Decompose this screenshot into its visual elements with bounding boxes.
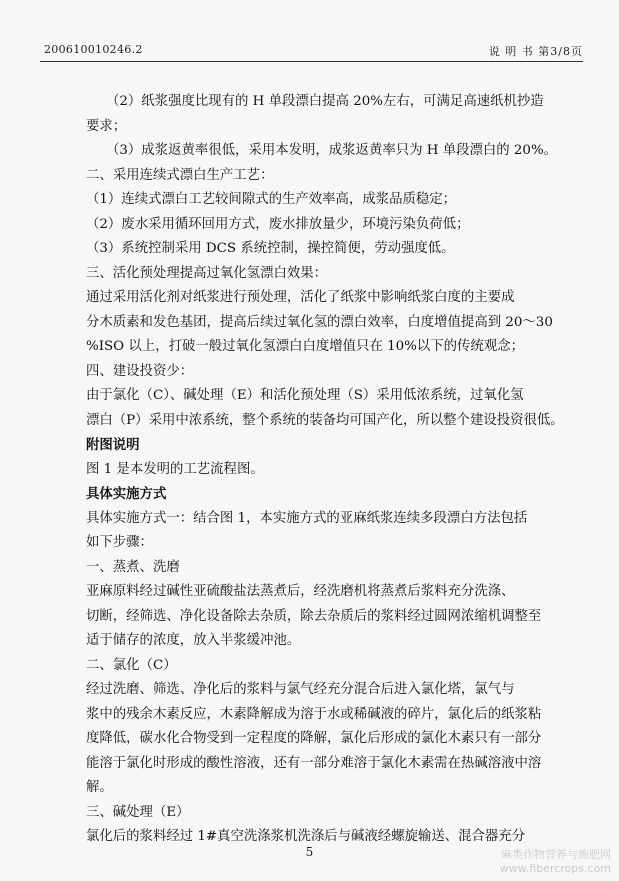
section-title: 具体实施方式 <box>86 486 167 502</box>
section-heading: 一、蒸煮、洗磨 <box>86 560 180 575</box>
section-title: 附图说明 <box>86 437 140 453</box>
page-header <box>40 40 583 58</box>
document-label: 说 明 书 第3/8页 <box>488 45 583 58</box>
text-line: （3）系统控制采用 DCS 系统控制，操控简便，劳动强度低。 <box>86 241 455 256</box>
text-line: （1）连续式漂白工艺较间隙式的生产效率高，成浆品质稳定； <box>86 192 457 207</box>
text-line: 亚麻原料经过碱性亚硫酸盐法蒸煮后，经洗磨机将蒸煮后浆料充分洗涤、 <box>86 584 515 599</box>
page-number: 5 <box>305 845 314 859</box>
text-line: 分木质素和发色基团，提高后续过氧化氢的漂白效率，白度增值提高到 20～30 <box>86 315 553 330</box>
text-line: 如下步骤： <box>86 535 153 550</box>
section-heading: 三、碱处理（E） <box>86 805 190 820</box>
text-line: 通过采用活化剂对纸浆进行预处理，活化了纸浆中影响纸浆白度的主要成 <box>86 290 515 305</box>
text-line: 能溶于氯化时形成的酸性溶液，还有一部分难溶于氯化木素需在热碱溶液中溶 <box>86 756 542 771</box>
text-line: 解。 <box>86 780 113 795</box>
text-line: 氯化后的浆料经过 1#真空洗涤浆机洗涤后与碱液经螺旋输送、混合器充分 <box>86 829 526 844</box>
text-line: 切断，经筛选、净化设备除去杂质，除去杂质后的浆料经过圆网浓缩机调整至 <box>86 609 542 624</box>
text-line: （2）废水采用循环回用方式，废水排放量少，环境污染负荷低； <box>86 217 470 232</box>
section-heading: 二、氯化（C） <box>86 658 177 673</box>
watermark-url: www.fibercrops.com <box>499 862 611 875</box>
section-heading: 二、采用连续式漂白生产工艺： <box>86 168 274 183</box>
text-line: 要求； <box>86 119 127 134</box>
text-line: 具体实施方式一：结合图 1，本实施方式的亚麻纸浆连续多段漂白方法包括 <box>86 511 528 526</box>
text-line: 浆中的残余木素反应，木素降解成为溶于水或稀碱液的碎片，氯化后的纸浆粘 <box>86 707 542 722</box>
section-heading: 三、活化预处理提高过氧化氢漂白效果： <box>86 266 328 281</box>
text-line: 漂白（P）采用中浓系统，整个系统的装备均可国产化，所以整个建设投资很低。 <box>86 413 564 428</box>
document-number: 200610010246.2 <box>44 43 143 56</box>
text-line: 图 1 是本发明的工艺流程图。 <box>86 462 264 477</box>
text-line: 适于储存的浓度，放入半浆缓冲池。 <box>86 633 301 648</box>
text-line: %ISO 以上，打破一般过氧化氢漂白白度增值只在 10%以下的传统观念； <box>86 339 524 354</box>
text-line: 度降低，碳水化合物受到一定程度的降解，氯化后形成的氯化木素只有一部分 <box>86 731 542 746</box>
watermark-site-name: 麻类作物营养与施肥网 <box>501 848 611 861</box>
text-line: （3）成浆返黄率很低，采用本发明，成浆返黄率只为 H 单段漂白的 20%。 <box>106 143 558 158</box>
text-line: 经过洗磨、筛选、净化后的浆料与氯气经充分混合后进入氯化塔，氯气与 <box>86 682 515 697</box>
text-line: （2）纸浆强度比现有的 H 单段漂白提高 20%左右，可满足高速纸机抄造 <box>106 94 544 109</box>
text-line: 由于氯化（C）、碱处理（E）和活化预处理（S）采用低浓系统，过氧化氢 <box>86 388 524 403</box>
watermark <box>500 848 611 876</box>
section-heading: 四、建设投资少： <box>86 364 194 379</box>
header-divider <box>40 61 583 62</box>
